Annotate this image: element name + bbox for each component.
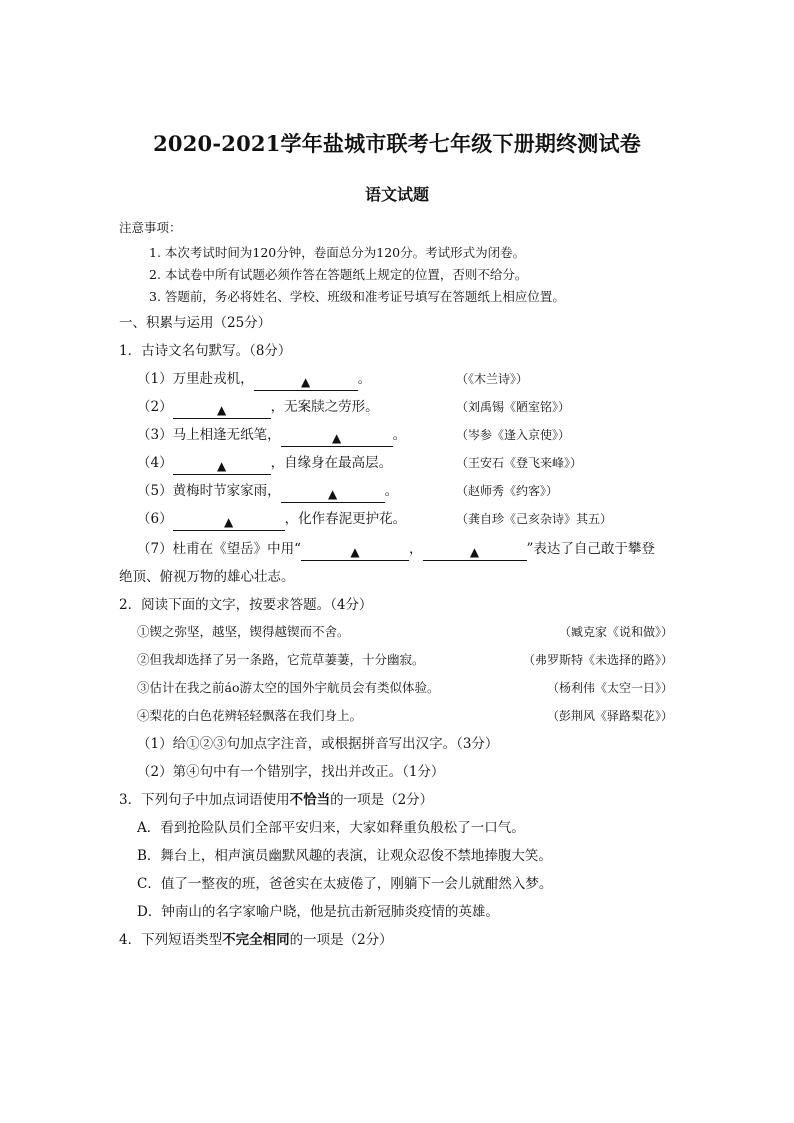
blank-marker: ▲ — [216, 403, 227, 417]
blank-marker: ▲ — [300, 375, 311, 389]
q1-item-6: （6） ▲ ，化作春泥更护花。 — [137, 511, 407, 529]
citation: （岑参《逢入京使》） — [456, 428, 571, 442]
emphasis-text: 不恰当 — [289, 792, 331, 808]
q1-item-1: （1）万里赴戎机， ▲ 。 — [137, 371, 372, 389]
q1-item-2: （2） ▲ ，无案牍之劳形。 — [137, 399, 379, 417]
blank-marker: ▲ — [331, 431, 342, 445]
q3-option-d: D．钟南山的名字家喻户晓，他是抗击新冠肺炎疫情的英雄。 — [137, 904, 499, 920]
q1-item-5: （5）黄梅时节家家雨， ▲ 。 — [137, 483, 399, 501]
citation: （龚自珍《己亥杂诗》其五） — [456, 512, 613, 526]
citation: （臧克家《说和做》） — [558, 625, 673, 639]
blank-marker: ▲ — [327, 487, 338, 501]
answer-blank[interactable] — [173, 514, 285, 531]
notice-item: 2. 本试卷中所有试题必须作答在答题纸上规定的位置，否则不给分。 — [149, 267, 528, 282]
page-title: 2020-2021学年盐城市联考七年级下册期终测试卷 — [153, 131, 641, 156]
section-heading: 一、积累与运用（25分） — [119, 315, 272, 331]
notice-heading: 注意事项： — [119, 220, 182, 235]
q1-item-7: （7）杜甫在《望岳》中用“ ▲ ， ▲ ”表达了自己敢于攀登 — [137, 541, 655, 559]
blank-marker: ▲ — [223, 515, 234, 529]
citation: （杨利伟《太空一日》） — [546, 681, 673, 695]
q1-item-7-continuation: 绝顶、俯视万物的雄心壮志。 — [119, 569, 295, 585]
blank-marker: ▲ — [469, 545, 480, 559]
citation: （《木兰诗》） — [456, 372, 529, 386]
q2-sentence-4: ④梨花的白色花辨轻轻飘落在我们身上。 — [137, 708, 363, 723]
emphasis-text: 不完全相同 — [222, 932, 290, 948]
q2-subquestion-1: （1）给①②③句加点字注音，或根据拼音写出汉字。（3分） — [137, 736, 499, 752]
citation: （彭荆风《驿路梨花》） — [546, 709, 673, 723]
notice-item: 3. 答题前，务必将姓名、学校、班级和准考证号填写在答题纸上相应位置。 — [149, 289, 565, 304]
q2-sentence-2: ②但我却选择了另一条路，它荒草萋萋，十分幽寂。 — [137, 652, 425, 667]
question-1-stem: 1．古诗文名句默写。（8分） — [119, 343, 292, 359]
answer-blank[interactable] — [173, 402, 271, 419]
citation: （赵师秀《约客》） — [456, 484, 559, 498]
question-4-stem: 4．下列短语类型不完全相同的一项是（2分） — [119, 932, 393, 948]
answer-blank[interactable] — [281, 430, 393, 447]
citation: （弗罗斯特《未选择的路》） — [522, 653, 673, 667]
answer-blank[interactable] — [254, 374, 358, 391]
q2-sentence-1: ①锲之弥坚，越坚，锲得越锲而不舍。 — [137, 624, 350, 639]
answer-blank[interactable] — [423, 544, 527, 561]
citation: （刘禹锡《陋室铭》） — [456, 400, 571, 414]
citation: （王安石《登飞来峰》） — [456, 456, 583, 470]
answer-blank[interactable] — [301, 544, 409, 561]
q2-subquestion-2: （2）第④句中有一个错别字，找出并改正。（1分） — [137, 764, 445, 780]
q3-option-c: C．值了一整夜的班，爸爸实在太疲倦了，刚躺下一会儿就酣然入梦。 — [137, 876, 553, 892]
q1-item-3: （3）马上相逢无纸笔， ▲ 。 — [137, 427, 407, 445]
q3-option-a: A．看到抢险队员们全部平安归来，大家如释重负般松了一口气。 — [137, 820, 525, 836]
q1-item-4: （4） ▲ ，自缘身在最高层。 — [137, 455, 393, 473]
answer-blank[interactable] — [281, 486, 385, 503]
page-subtitle: 语文试题 — [364, 185, 429, 204]
answer-blank[interactable] — [173, 458, 271, 475]
question-3-stem: 3．下列句子中加点词语使用不恰当的一项是（2分） — [119, 792, 434, 808]
question-2-stem: 2．阅读下面的文字，按要求答题。（4分） — [119, 597, 373, 613]
blank-marker: ▲ — [350, 545, 360, 559]
blank-marker: ▲ — [216, 459, 227, 473]
notice-item: 1. 本次考试时间为120分钟，卷面总分为120分。考试形式为闭卷。 — [149, 245, 526, 260]
q3-option-b: B．舞台上，相声演员幽默风趣的表演，让观众忍俊不禁地捧腹大笑。 — [137, 848, 552, 864]
q2-sentence-3: ③估计在我之前áo游太空的国外宇航员会有类似体验。 — [137, 680, 440, 695]
